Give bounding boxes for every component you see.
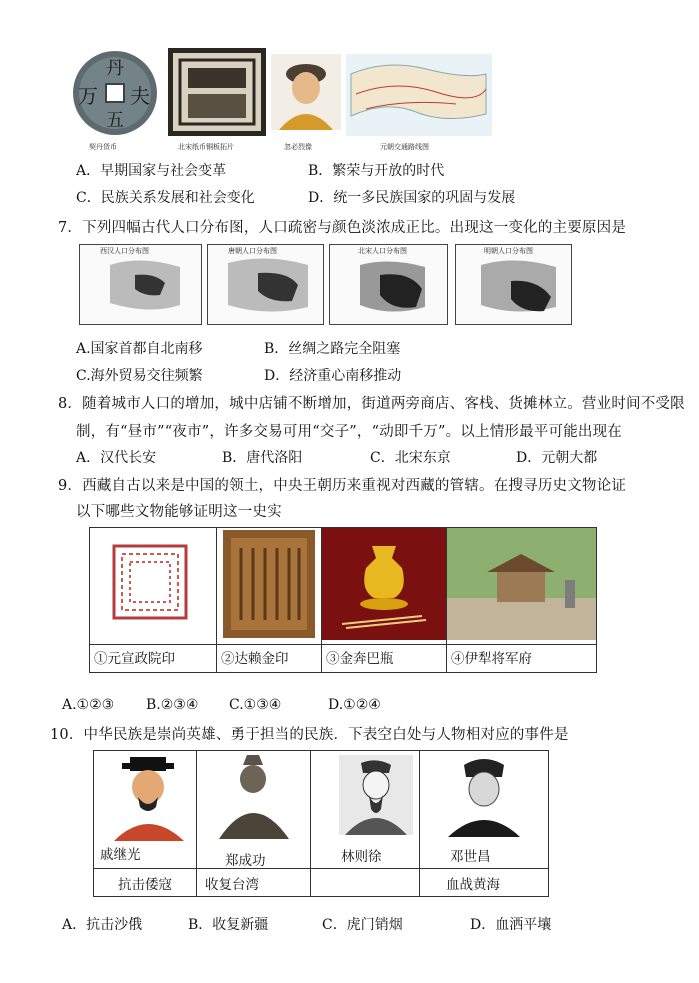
q10-option-c[interactable]: C．虎门销烟: [322, 917, 403, 933]
coin-char-right: 夫: [130, 84, 150, 108]
artifact-label-4: ④伊犁将军府: [447, 645, 597, 673]
population-map-icon: [208, 245, 323, 324]
artifact-image-gold-seal: [217, 528, 322, 645]
q8-stem-line2: 制，有“昼市”“夜市”，许多交易可用“交子”，“动即千万”。以上情形最平可能出现在: [76, 424, 622, 440]
q9-option-b[interactable]: B.②③④: [146, 697, 199, 713]
coin-char-left: 万: [78, 84, 98, 108]
map-icon: [346, 54, 492, 136]
q9-stem-line1: 9．西藏自古以来是中国的领土，中央王朝历来重视对西藏的管辖。在搜寻历史文物论证: [58, 478, 627, 494]
yuan-route-map-image: [346, 54, 492, 136]
map-ming: [455, 244, 572, 325]
map-title-ming: 明朝人口分布图: [484, 247, 533, 255]
hero-cell-deng-shichang: [420, 751, 549, 869]
artifact-image-golden-urn: [322, 528, 447, 645]
q9-stem-line2: 以下哪些文物能够证明这一史实: [76, 504, 282, 520]
hero-name-qi-jiguang: 戚继光: [100, 847, 141, 863]
khitan-coin-image: [70, 50, 160, 138]
q10-hero-table: [93, 750, 549, 897]
q8-option-a[interactable]: A．汉代长安: [76, 450, 157, 466]
q6-option-d[interactable]: D．统一多民族国家的巩固与发展: [308, 190, 516, 206]
q6-option-c[interactable]: C．民族关系发展和社会变化: [76, 190, 255, 206]
hero-name-lin-zexu: 林则徐: [341, 849, 382, 865]
q8-stem-line1: 8．随着城市人口的增加，城中店铺不断增加，街道两旁商店、客栈、货摊林立。营业时间不受限: [58, 396, 685, 412]
q6-option-a[interactable]: A．早期国家与社会变革: [76, 163, 227, 179]
kublai-portrait-image: [271, 54, 341, 130]
coin-char-bottom: 五: [106, 110, 124, 131]
q9-option-c[interactable]: C.①③④: [229, 697, 282, 713]
population-map-icon: [80, 245, 201, 324]
artifact-image-seal: [90, 528, 217, 645]
event-cell-1: 抗击倭寇: [94, 869, 197, 897]
portrait-icon: [271, 54, 341, 130]
artifact-label-1: ①元宣政院印: [90, 645, 217, 673]
portrait-photo-icon: [420, 751, 548, 841]
artifact-label-2: ②达赖金印: [217, 645, 322, 673]
statue-icon: [197, 751, 310, 841]
caption-yuan-map: 元朝交通路线图: [380, 143, 429, 151]
map-tang: [207, 244, 324, 325]
population-map-icon: [330, 245, 447, 324]
golden-urn-icon: [322, 528, 446, 640]
q7-option-a[interactable]: A.国家首都自北南移: [76, 341, 203, 357]
q10-option-d[interactable]: D．血洒平壤: [470, 917, 552, 933]
q9-option-a[interactable]: A.①②③: [62, 697, 115, 713]
hero-cell-qi-jiguang: [94, 751, 197, 869]
q7-option-b[interactable]: B．丝绸之路完全阻塞: [264, 341, 401, 357]
hero-cell-lin-zexu: [311, 751, 420, 869]
banknote-pattern-icon: [168, 48, 266, 136]
artifact-label-3: ③金奔巴瓶: [322, 645, 447, 673]
q7-option-d[interactable]: D．经济重心南移推动: [264, 368, 402, 384]
q8-option-c[interactable]: C．北宋东京: [370, 450, 451, 466]
portrait-icon: [94, 751, 196, 841]
portrait-sketch-icon: [311, 751, 419, 841]
coin-char-top: 丹: [106, 58, 124, 79]
event-cell-2: 收复台湾: [197, 869, 311, 897]
map-northern-song: [329, 244, 448, 325]
song-banknote-rubbing-image: [168, 48, 266, 136]
map-title-northern-song: 北宋人口分布图: [358, 247, 407, 255]
population-map-icon: [456, 245, 571, 324]
q7-option-c[interactable]: C.海外贸易交往频繁: [76, 368, 203, 384]
caption-song-banknote: 北宋纸币铜板拓片: [178, 143, 234, 151]
map-western-han: [79, 244, 202, 325]
q10-option-a[interactable]: A．抗击沙俄: [62, 917, 143, 933]
map-title-tang: 唐朝人口分布图: [228, 247, 277, 255]
artifact-image-ili-residence: [447, 528, 597, 645]
seal-icon: [90, 528, 216, 640]
hero-name-deng-shichang: 邓世昌: [450, 849, 491, 865]
map-title-western-han: 西汉人口分布图: [100, 247, 149, 255]
q9-option-d[interactable]: D.①②④: [328, 697, 381, 713]
event-cell-3-blank[interactable]: [311, 869, 420, 897]
hero-name-zheng-chenggong: 郑成功: [225, 853, 266, 869]
q10-option-b[interactable]: B．收复新疆: [188, 917, 269, 933]
q8-option-b[interactable]: B．唐代洛阳: [222, 450, 303, 466]
gold-seal-icon: [217, 528, 321, 640]
caption-kublai: 忽必烈像: [284, 143, 312, 151]
caption-khitan-coin: 契丹货币: [89, 143, 117, 151]
q10-stem: 10．中华民族是崇尚英雄、勇于担当的民族．下表空白处与人物相对应的事件是: [50, 727, 569, 743]
q7-stem: 7．下列四幅古代人口分布图，人口疏密与颜色淡浓成正比。出现这一变化的主要原因是: [58, 220, 627, 236]
pavilion-icon: [447, 528, 596, 640]
q9-artifact-table: [89, 527, 597, 673]
q8-option-d[interactable]: D．元朝大都: [516, 450, 598, 466]
hero-cell-zheng-chenggong: [197, 751, 311, 869]
event-cell-4: 血战黄海: [420, 869, 549, 897]
q6-option-b[interactable]: B．繁荣与开放的时代: [308, 163, 445, 179]
